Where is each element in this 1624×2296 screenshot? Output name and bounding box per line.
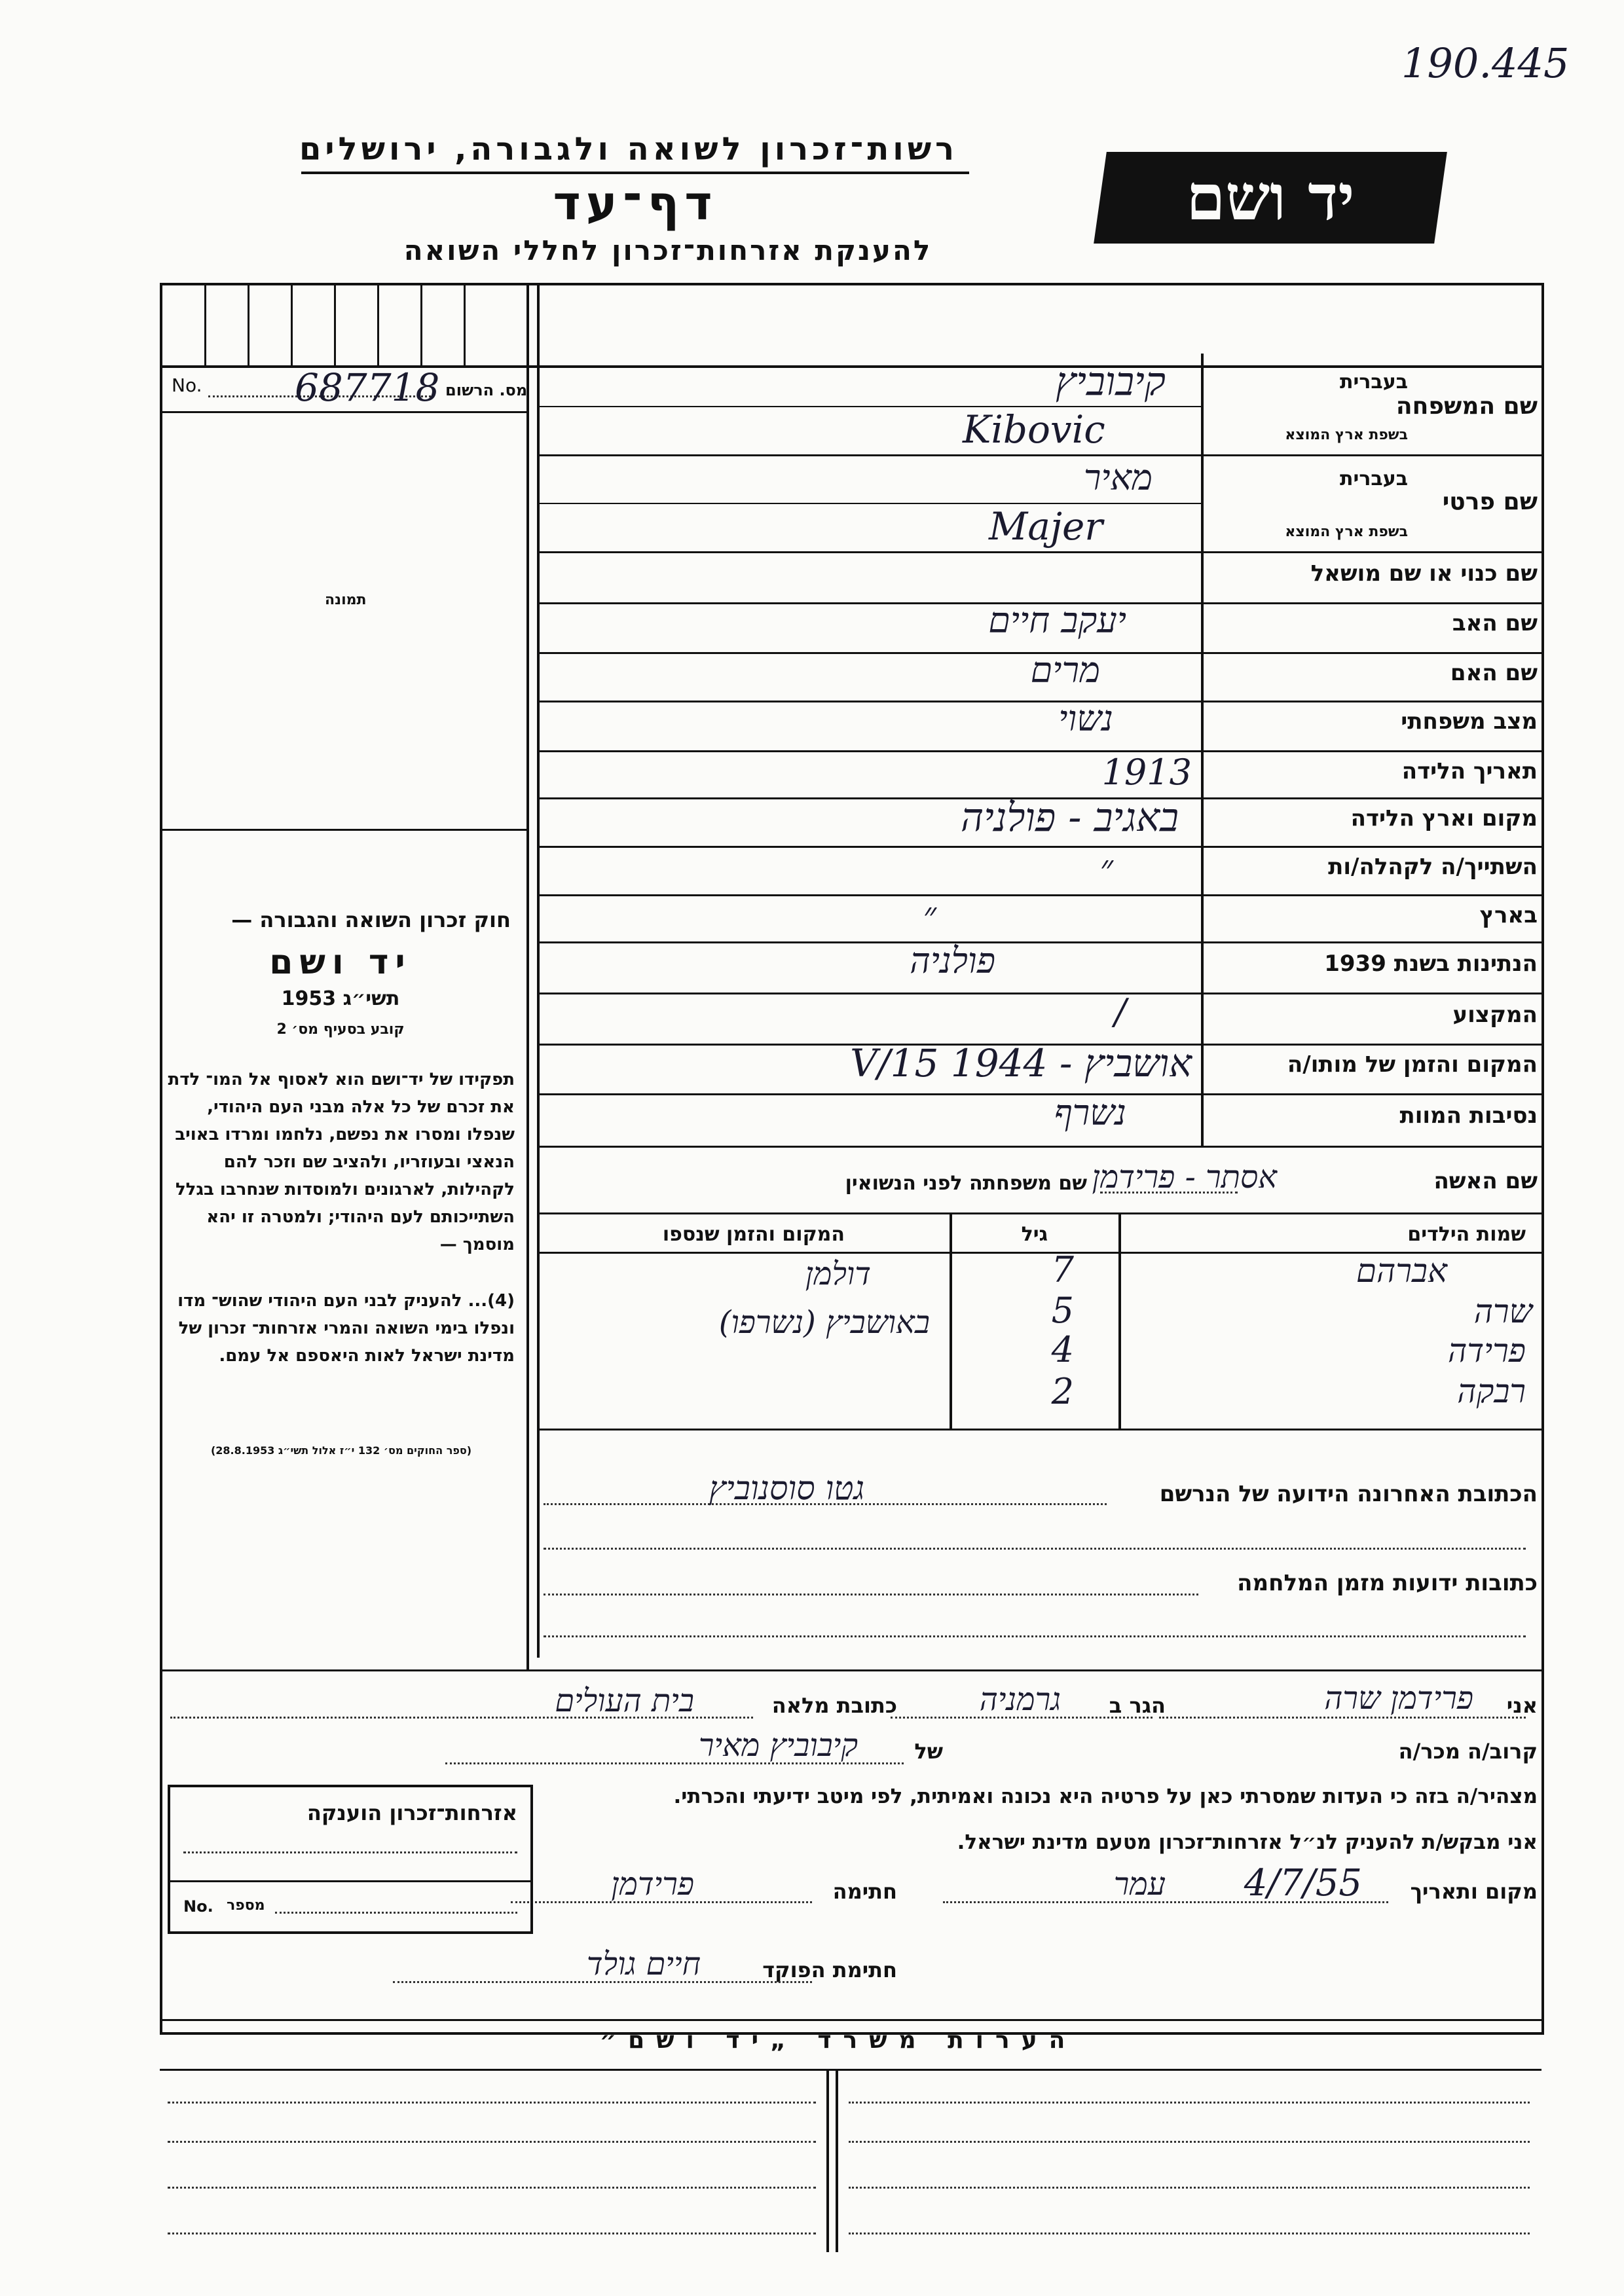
marital-status-value: נשוי xyxy=(1058,698,1113,739)
registration-number: 687718 xyxy=(295,365,440,410)
declaration-i-label: אני xyxy=(1506,1693,1538,1718)
community-label: השתייך/ה לקהלה/ות xyxy=(1328,854,1538,880)
law-text: תפקידו של יד־ושם הוא לאסוף אל המו־ לדת את זכרם של כל אלה מבני העם היהודי, שנפלו ומסרו את נפשם, נלחמו ומרדו באויב הנאצי ובעוזריו, ולהציב שם וזכר להם לקהילות, לארגונים ולמוסדות שנחרבו בגלל השתייכותם לעם היהודי; ולמטרה זו יהא מוסמך — xyxy=(168,1070,515,1254)
father-name-label: שם האב xyxy=(1452,610,1538,636)
signature-value: פרידמן xyxy=(611,1866,694,1903)
family-name-hebrew-label: בעברית xyxy=(1340,371,1408,393)
law-name: יד ושם xyxy=(269,943,412,982)
community-value: ״ xyxy=(1099,847,1113,888)
child-age: 4 xyxy=(1051,1329,1074,1370)
resides-label: הגר ב xyxy=(1109,1693,1166,1718)
law-year: תשי״ג 1953 xyxy=(281,987,400,1010)
signature-label: חתימה xyxy=(832,1879,897,1904)
profession-value: / xyxy=(1114,991,1126,1032)
law-clause: קובע בסעיף מס׳ 2 xyxy=(276,1021,405,1038)
office-notes-title: הערות משרד „יד ושם״ xyxy=(599,2027,1077,2054)
marital-status-label: מצב משפחתי xyxy=(1401,708,1538,735)
relation-label: קרוב/ה מכר/ה xyxy=(1398,1739,1538,1764)
children-header-age: גיל xyxy=(1021,1223,1048,1246)
child-place: באושביץ (נשרפו) xyxy=(718,1304,930,1341)
family-name-hebrew-value: קיבוביץ xyxy=(1055,359,1166,405)
logo-text: יד ושם xyxy=(1186,160,1355,234)
registration-no-label: No. xyxy=(172,374,202,396)
spouse-label: שם האשה xyxy=(1433,1168,1538,1194)
declaration-date: 4/7/55 xyxy=(1244,1862,1362,1904)
citizenship-value: פולניה xyxy=(910,940,995,981)
officer-signature-value: חיים גולד xyxy=(586,1946,701,1982)
death-circumstances-label: נסיבות המוות xyxy=(1399,1102,1538,1129)
citizenship-label: הנתינות בשנת 1939 xyxy=(1324,951,1538,977)
profession-label: המקצוע xyxy=(1452,1002,1538,1028)
law-text-clause-4: (4)... להעניק לבני העם היהודי שהוש־ מדו ונפלו בימי השואה והמרי אזרחות־ זכרון של מדינת ישראל לאות היאספם אל עמם. xyxy=(177,1291,515,1366)
first-name-foreign-value: Majer xyxy=(989,504,1103,549)
family-name-foreign-value: Kibovic xyxy=(963,407,1105,452)
yad-vashem-logo xyxy=(1094,152,1447,244)
grant-box-title: אזרחות־זכרון הוענקה xyxy=(306,1800,517,1825)
country-label: בארץ xyxy=(1479,902,1538,928)
declaration-place: עמר xyxy=(1113,1866,1166,1903)
resides-value: גרמניה xyxy=(979,1681,1061,1718)
child-name: רבקה xyxy=(1457,1372,1526,1410)
full-address-label: כתובת מלאה xyxy=(771,1693,897,1718)
mother-name-value: מרים xyxy=(1030,649,1100,691)
grant-no-label: No. xyxy=(183,1897,213,1916)
first-name-hebrew-label: בעברית xyxy=(1340,467,1408,490)
birth-place-value: באגיב - פולניה xyxy=(960,795,1179,841)
first-name-label: שם פרטי xyxy=(1442,488,1538,515)
declaration-request: אני מבקש/ת להעניק לנ״ל אזרחות־זכרון מטעם מדינת ישראל. xyxy=(957,1831,1538,1854)
registration-label: מס. הרשום xyxy=(445,381,528,399)
death-circumstances-value: נשרף xyxy=(1054,1092,1126,1133)
of-value: קיבוביץ מאיר xyxy=(698,1727,858,1764)
officer-signature-label: חתימת הפוקד xyxy=(762,1958,897,1982)
of-label: של xyxy=(914,1739,943,1764)
child-name: פרידה xyxy=(1448,1332,1526,1370)
children-header-names: שמות הילדים xyxy=(1407,1223,1526,1246)
birth-place-label: מקום וארץ הלידה xyxy=(1350,805,1538,831)
child-age: 2 xyxy=(1051,1371,1074,1412)
birth-date-label: תאריך הלידה xyxy=(1401,758,1538,784)
child-age: 7 xyxy=(1051,1249,1074,1290)
declarant-name: פרידמן שרה xyxy=(1324,1680,1473,1717)
spouse-value: אסתר - פרידמן xyxy=(1092,1159,1277,1195)
family-name-foreign-label: בשפת ארץ המוצא xyxy=(1285,427,1408,443)
father-name-value: יעקב חיים xyxy=(988,600,1126,641)
family-name-label: שם המשפחה xyxy=(1395,393,1538,420)
spouse-maiden-label: שם משפחתה לפני הנשואין xyxy=(845,1172,1087,1195)
header-underline xyxy=(301,172,969,174)
child-age: 5 xyxy=(1051,1290,1074,1331)
header-authority: רשות־זכרון לשואה ולגבורה, ירושלים xyxy=(299,131,959,168)
grant-number-label: מספר xyxy=(227,1897,265,1914)
photo-label: תמונה xyxy=(325,592,367,608)
grant-box xyxy=(168,1785,533,1934)
last-address-value: גטו סוסנוביץ xyxy=(709,1469,864,1507)
last-address-label: הכתובת האחרונה הידועה של הנרשם xyxy=(1159,1481,1538,1507)
law-heading: חוק זכרון השואה והגבורה — xyxy=(231,907,511,932)
child-place: דולמן xyxy=(805,1256,871,1292)
first-name-hebrew-value: מאיר xyxy=(1083,457,1153,498)
country-value: ״ xyxy=(923,894,936,936)
war-addresses-label: כתובות ידועות מזמן המלחמה xyxy=(1237,1570,1538,1596)
law-citation: (ספר החוקים מס׳ 132 י״ז אלול תשי״ג 28.8.1953) xyxy=(210,1444,472,1457)
death-place-time-value: אושביץ - 1944 15/V xyxy=(850,1041,1192,1085)
children-header-place: המקום והזמן שנספו xyxy=(662,1223,845,1246)
full-address-value: בית העולים xyxy=(555,1683,694,1719)
birth-date-value: 1913 xyxy=(1101,752,1192,793)
death-place-time-label: המקום והזמן של מותו/ה xyxy=(1287,1051,1538,1078)
declaration-statement: מצהיר/ה בזה כי העדות שמסרתי כאן על פרטיה היא נכונה ואמיתית, לפי מיטב ידיעתי והכרתי. xyxy=(673,1785,1538,1808)
child-name: אברהם xyxy=(1356,1252,1447,1290)
page-title: דף־עד xyxy=(553,175,718,230)
header-subtitle: להענקת אזרחות־זכרון לחללי השואה xyxy=(403,234,932,266)
first-name-foreign-label: בשפת ארץ המוצא xyxy=(1285,524,1408,540)
archive-number: 190.445 xyxy=(1401,39,1570,87)
child-name: שרה xyxy=(1473,1292,1532,1330)
place-date-label: מקום ותאריך xyxy=(1410,1879,1538,1904)
mother-name-label: שם האם xyxy=(1450,660,1538,686)
nickname-label: שם כנוי או שם מושאל xyxy=(1310,560,1538,587)
